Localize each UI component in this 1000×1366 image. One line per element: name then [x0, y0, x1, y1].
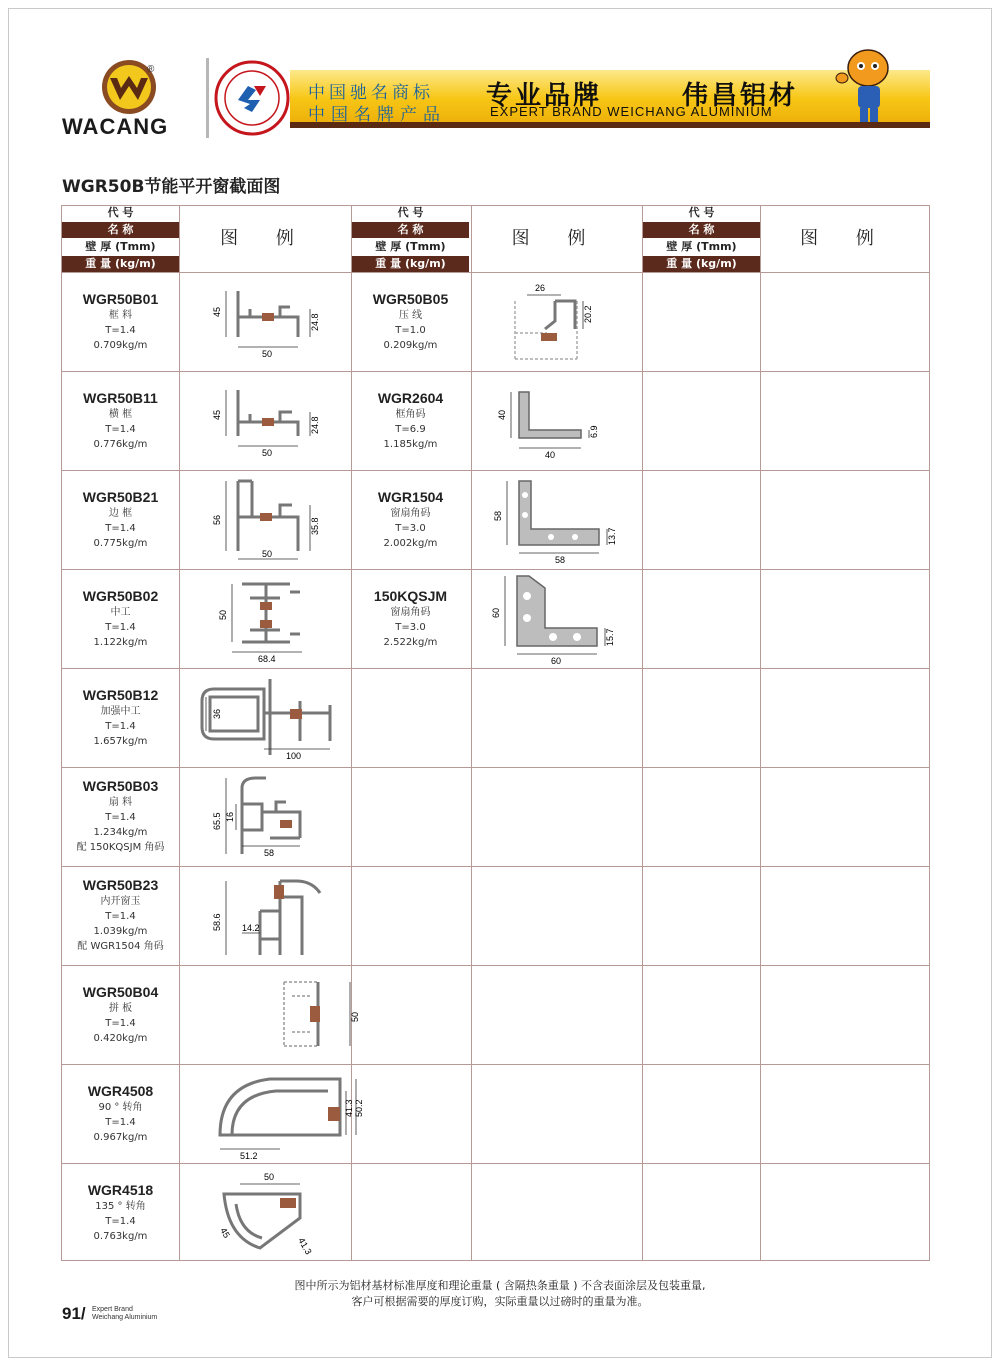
header-thickness: 壁 厚 (Tmm) [666, 240, 737, 253]
profile-code: WGR50B21 [82, 489, 159, 505]
dim-label: 50 [262, 549, 273, 559]
banner-famous-product: 中国名牌产品 [308, 105, 446, 125]
dim-label: 60 [491, 607, 501, 618]
profile-note: 配 150KQSJM 角码 [76, 842, 165, 853]
dim-label: 50 [262, 349, 273, 359]
footer-note-line2: 客户可根据需要的厚度订购，实际重量以过磅时的重量为准。 [351, 1295, 649, 1308]
profile-weight: 1.122kg/m [93, 637, 148, 648]
profile-name: 内开窗玉 [100, 896, 141, 907]
profile-drawing [180, 570, 352, 669]
dim-label: 58.6 [212, 913, 222, 931]
banner-weichang: 伟昌铝材 [682, 81, 799, 111]
profile-drawing [471, 570, 643, 669]
profile-item [62, 966, 179, 1065]
profile-code: WGR50B01 [82, 291, 159, 307]
profile-drawing [180, 372, 352, 471]
header-name: 名 称 [352, 222, 469, 238]
profile-code: WGR50B02 [82, 588, 159, 604]
profile-name: 压 线 [398, 310, 423, 321]
logo-text: WACANG [62, 114, 169, 139]
profile-thickness: T=1.4 [105, 911, 136, 922]
dim-label: 50.2 [354, 1099, 364, 1117]
profile-drawing [180, 1164, 352, 1263]
profile-code: WGR50B11 [83, 390, 158, 406]
profile-weight: 0.775kg/m [93, 538, 148, 549]
dim-label: 13.7 [607, 527, 617, 545]
dim-label: 16 [225, 811, 235, 822]
profile-code: WGR1504 [377, 489, 444, 505]
footer-brand-line1: Expert Brand [92, 1306, 133, 1313]
profile-code: WGR50B05 [372, 291, 449, 307]
profile-weight: 0.776kg/m [93, 439, 148, 450]
tiger-mascot-icon [828, 46, 908, 128]
header-code: 代 号 [688, 206, 715, 219]
dim-label: 20.2 [583, 305, 593, 323]
profile-item [62, 1164, 179, 1263]
profile-thickness: T=3.0 [395, 523, 426, 534]
profile-thickness: T=1.4 [105, 721, 136, 732]
profile-code: WGR4508 [87, 1083, 154, 1099]
profile-name: 横 框 [108, 409, 133, 420]
profile-item [62, 1065, 179, 1164]
dim-label: 56 [212, 514, 222, 525]
profile-item [352, 471, 469, 570]
profile-item [352, 273, 469, 372]
profile-name: 135 ° 转角 [95, 1201, 146, 1212]
profile-weight: 2.002kg/m [383, 538, 438, 549]
dim-label: 50 [218, 609, 228, 620]
dim-label: 100 [286, 751, 302, 761]
registered-mark: ® [147, 64, 155, 75]
profile-name: 窗扇角码 [390, 508, 431, 519]
profile-item [62, 372, 179, 471]
dim-label: 60 [551, 656, 562, 666]
profile-thickness: T=1.4 [105, 325, 136, 336]
profile-item [62, 273, 179, 372]
profile-code: 150KQSJM [373, 588, 448, 604]
header-weight: 重 量 (kg/m) [352, 256, 469, 272]
profile-code: WGR50B23 [82, 877, 159, 893]
dim-label: 58 [493, 510, 503, 521]
profile-name: 窗扇角码 [390, 607, 431, 618]
footer-brand-line2: Weichang Aluminium [92, 1314, 158, 1321]
dim-label: 40 [497, 409, 507, 420]
dim-label: 45 [218, 1226, 232, 1240]
profile-drawing [471, 372, 643, 471]
profile-weight: 0.420kg/m [93, 1033, 148, 1044]
profile-item [62, 570, 179, 669]
dim-label: 45 [212, 409, 222, 420]
profile-weight: 1.039kg/m [93, 926, 148, 937]
header-thickness: 壁 厚 (Tmm) [85, 240, 156, 253]
footer-note-line1: 图中所示为铝材基材标准厚度和理论重量 ( 含隔热条重量 ) 不含表面涂层及包装重量, [294, 1279, 706, 1292]
dim-label: 58 [555, 555, 566, 565]
header-figure: 图 例 [511, 228, 602, 249]
dim-label: 24.8 [310, 313, 320, 331]
profile-thickness: T=1.4 [105, 812, 136, 823]
header-name: 名 称 [62, 222, 179, 238]
dim-label: 68.4 [258, 654, 276, 664]
profile-thickness: T=1.0 [395, 325, 426, 336]
profile-weight: 1.185kg/m [383, 439, 438, 450]
dim-label: 36 [212, 708, 222, 719]
profile-name: 中工 [110, 607, 131, 618]
profile-thickness: T=1.4 [105, 523, 136, 534]
header-thickness: 壁 厚 (Tmm) [375, 240, 446, 253]
profile-weight: 1.234kg/m [93, 827, 148, 838]
profile-weight: 1.657kg/m [93, 736, 148, 747]
dim-label: 35.8 [310, 517, 320, 535]
dim-label: 50 [264, 1172, 275, 1182]
profile-name: 90 ° 转角 [98, 1102, 143, 1113]
dim-label: 51.2 [240, 1151, 258, 1161]
profile-code: WGR50B04 [82, 984, 159, 1000]
profile-drawing [180, 867, 352, 966]
profile-thickness: T=1.4 [105, 1216, 136, 1227]
profile-weight: 0.209kg/m [383, 340, 438, 351]
profile-thickness: T=6.9 [395, 424, 426, 435]
page-number: 91/ [62, 1304, 86, 1323]
profile-weight: 0.709kg/m [93, 340, 148, 351]
profile-item [62, 669, 179, 768]
profile-code: WGR2604 [377, 390, 444, 406]
dim-label: 50 [262, 448, 273, 458]
dim-label: 15.7 [605, 628, 615, 646]
page-title: WGR50B节能平开窗截面图 [62, 177, 281, 197]
header-name: 名 称 [643, 222, 760, 238]
footer-brand [92, 1306, 157, 1322]
profile-name: 加强中工 [100, 706, 141, 717]
profile-thickness: T=1.4 [105, 424, 136, 435]
banner-well-known-trademark: 中国驰名商标 [308, 83, 434, 103]
profile-item [62, 768, 179, 867]
profile-drawing [471, 273, 643, 372]
header-weight: 重 量 (kg/m) [62, 256, 179, 272]
profile-drawing [180, 966, 360, 1065]
dim-label: 6.9 [589, 425, 599, 438]
header-code: 代 号 [107, 206, 134, 219]
profile-item [62, 867, 179, 966]
profile-thickness: T=1.4 [105, 1117, 136, 1128]
profile-name: 拼 板 [108, 1003, 133, 1014]
profile-weight: 2.522kg/m [383, 637, 438, 648]
profile-name: 边 框 [108, 508, 133, 519]
profile-thickness: T=3.0 [395, 622, 426, 633]
profile-drawing [180, 273, 352, 372]
dim-label: 41.3 [344, 1099, 354, 1117]
profile-table [61, 205, 930, 1261]
profile-name: 框角码 [395, 409, 426, 420]
china-top-brand-seal-icon [214, 60, 290, 136]
profile-item [62, 471, 179, 570]
header-figure: 图 例 [220, 228, 310, 249]
profile-note: 配 WGR1504 角码 [77, 941, 164, 952]
header-code: 代 号 [397, 206, 424, 219]
header-divider [206, 58, 209, 138]
dim-label: 26 [535, 283, 546, 293]
dim-label: 14.2 [242, 923, 260, 933]
profile-thickness: T=1.4 [105, 1018, 136, 1029]
dim-label: 41.3 [296, 1236, 314, 1257]
dim-label: 40 [545, 450, 556, 460]
profile-drawing [180, 768, 352, 867]
dim-label: 58 [264, 848, 275, 858]
profile-code: WGR50B12 [82, 687, 159, 703]
profile-drawing [180, 669, 352, 768]
profile-code: WGR4518 [87, 1182, 154, 1198]
profile-item [352, 372, 469, 471]
profile-code: WGR50B03 [82, 778, 159, 794]
dim-label: 45 [212, 306, 222, 317]
dim-label: 65.5 [212, 812, 222, 830]
header-figure: 图 例 [800, 228, 890, 249]
dim-label: 50 [350, 1011, 360, 1022]
profile-drawing [180, 471, 352, 570]
profile-drawing [471, 471, 643, 570]
profile-item [352, 570, 469, 669]
profile-drawing [180, 1065, 364, 1164]
profile-weight: 0.967kg/m [93, 1132, 148, 1143]
banner-english-slogan: EXPERT BRAND WEICHANG ALUMINIUM [490, 104, 773, 119]
header-weight: 重 量 (kg/m) [643, 256, 760, 272]
dim-label: 24.8 [310, 416, 320, 434]
profile-weight: 0.763kg/m [93, 1231, 148, 1242]
profile-name: 框 料 [108, 310, 133, 321]
profile-thickness: T=1.4 [105, 622, 136, 633]
banner-expert-brand: 专业品牌 [486, 81, 603, 111]
profile-name: 扇 料 [108, 797, 133, 808]
